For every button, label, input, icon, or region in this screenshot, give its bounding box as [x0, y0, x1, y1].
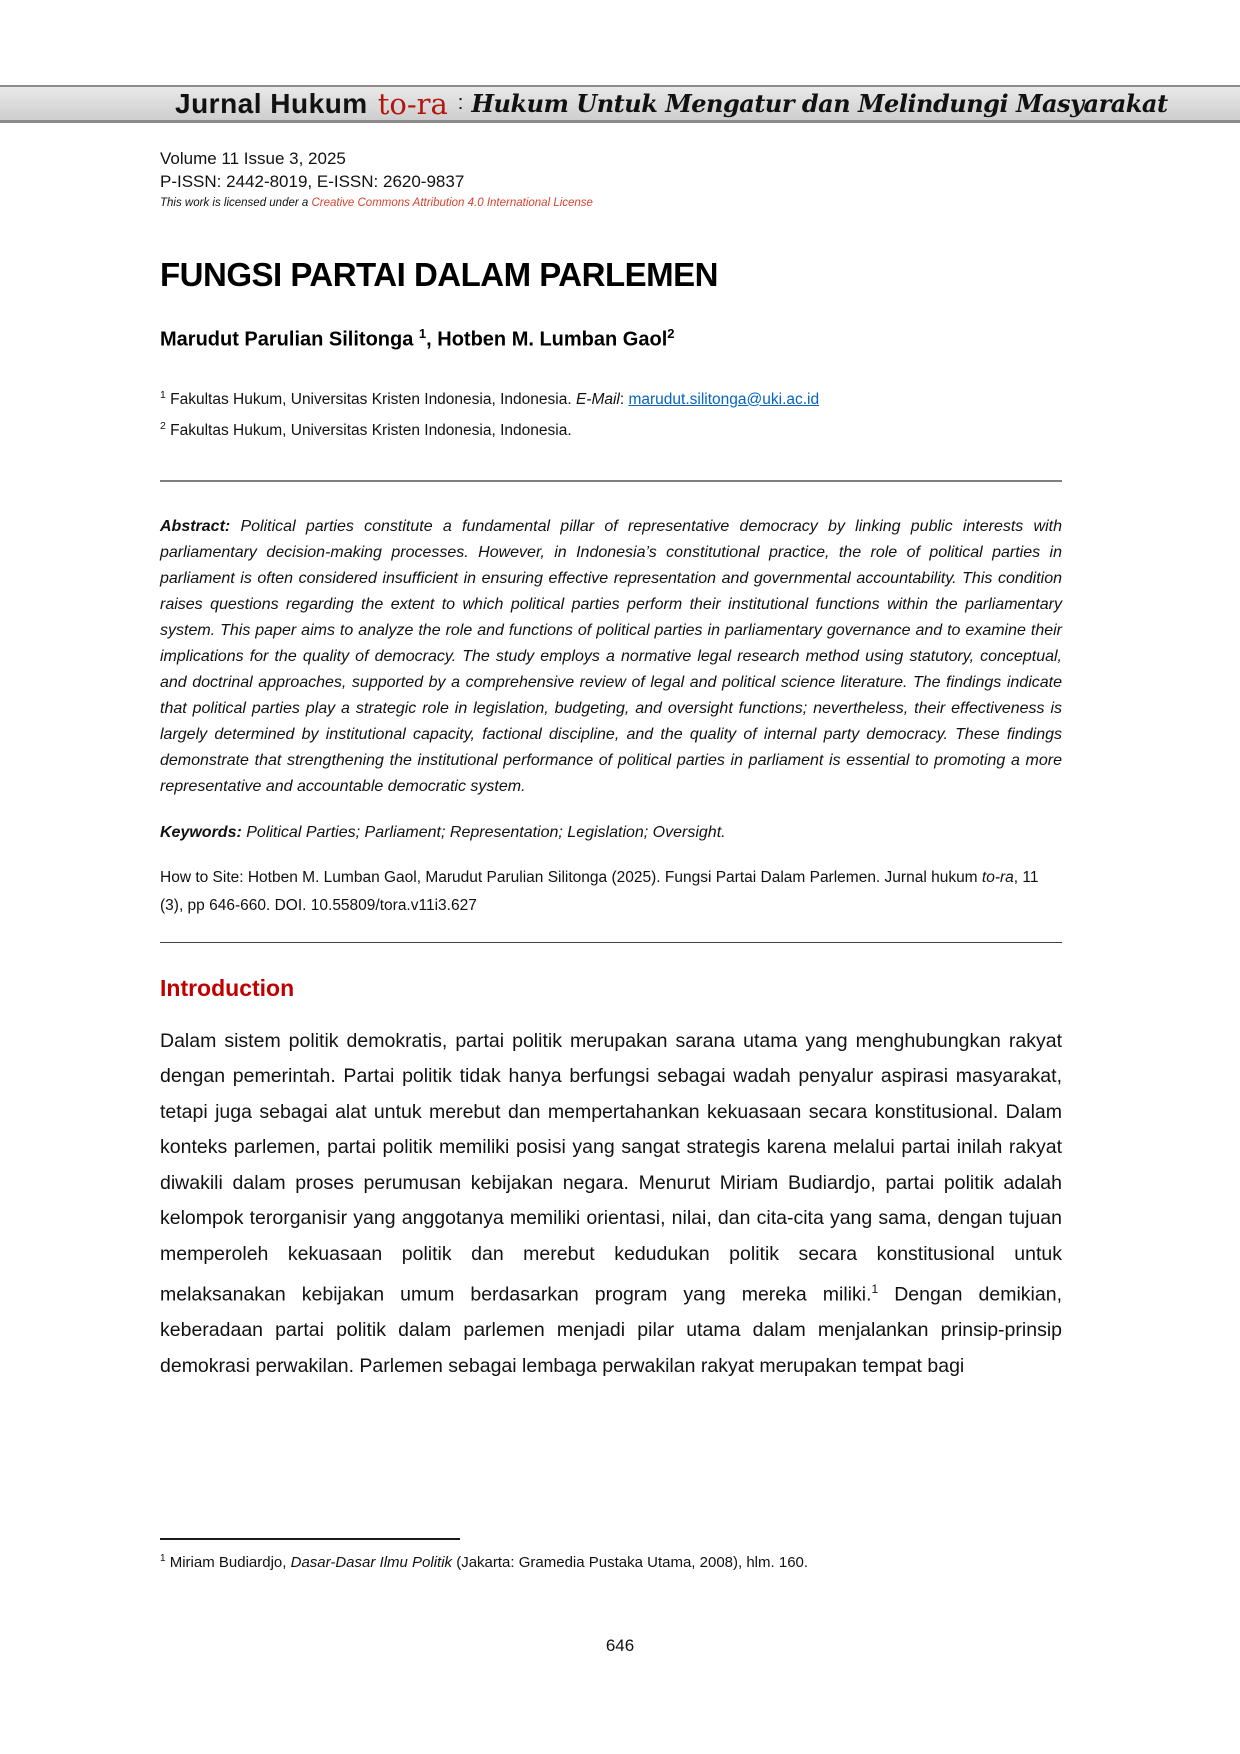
- author-line: [160, 326, 1062, 352]
- author-1: Marudut Parulian Silitonga: [160, 328, 419, 351]
- citation-journal-name: to-ra: [981, 868, 1014, 886]
- page-content: [160, 123, 1062, 1384]
- affiliation-2: [160, 413, 1062, 444]
- email-colon: :: [619, 390, 629, 408]
- footnote-reference-1: 1: [871, 1282, 879, 1297]
- abstract-text: Political parties constitute a fundamental pillar of representative democracy by linking public interests with parliamentary decision-making processes. However, in Indonesia’s constitutional practice, the role of political parties in parliament is often considered insufficient in ensuring effective representation and governmental accountability. This condition raises questions regarding the extent to which political parties perform their institutional functions within the parliamentary system. This paper aims to analyze the role and functions of political parties in parliamentary governance and to examine their implications for the quality of democracy. The study employs a normative legal research method using statutory, conceptual, and doctrinal approaches, supported by a comprehensive review of legal and political science literature. The findings indicate that political parties play a strategic role in legislation, budgeting, and oversight functions; nevertheless, their effectiveness is largely determined by institutional capacity, factional discipline, and the quality of internal party democracy. These findings demonstrate that strengthening the institutional performance of political parties in parliament is essential to promoting a more representative and accountable democratic system.: [160, 517, 1062, 795]
- license-link[interactable]: Creative Commons Attribution 4.0 International License: [311, 197, 593, 209]
- affiliation-2-number: 2: [160, 419, 166, 432]
- author-2-affiliation-ref: 2: [667, 326, 675, 341]
- affiliation-2-text: Fakultas Hukum, Universitas Kristen Indonesia, Indonesia.: [165, 421, 572, 439]
- intro-text-after-ref: Dengan demikian, keberadaan partai politik dalam parlemen menjadi pilar utama dalam menjalankan prinsip-prinsip demokrasi perwakilan. Parlemen sebagai lembaga perwakilan rakyat merupakan tempat bagi: [160, 1283, 1062, 1377]
- footnote-1: [160, 1548, 1062, 1574]
- keywords-label: Keywords:: [160, 823, 247, 841]
- journal-header-bar: [0, 85, 1240, 123]
- author-1-affiliation-ref: 1: [418, 326, 427, 341]
- article-title: FUNGSI PARTAI DALAM PARLEMEN: [160, 256, 718, 293]
- affiliations-block: [160, 382, 1062, 444]
- volume-issue-line: Volume 11 Issue 3, 2025: [160, 149, 346, 168]
- citation-divider-rule: [160, 942, 1062, 943]
- introduction-paragraph: [160, 1024, 1062, 1385]
- journal-tagline: Hukum Untuk Mengatur dan Melindungi Masyarakat: [471, 89, 1168, 118]
- journal-name-separator: :: [457, 92, 464, 114]
- footnote-block: [160, 1538, 1062, 1574]
- author-email-link[interactable]: marudut.silitonga@uki.ac.id: [628, 390, 820, 408]
- license-prefix: This work is licensed under a: [160, 197, 312, 209]
- license-line: [160, 195, 1062, 212]
- footnote-1-number: 1: [160, 1553, 166, 1564]
- how-to-cite: [160, 864, 1062, 920]
- issue-meta: [160, 147, 1062, 212]
- keywords-text: Political Parties; Parliament; Representation; Legislation; Oversight.: [246, 823, 726, 841]
- page-number: 646: [605, 1636, 635, 1655]
- abstract-paragraph: [160, 514, 1062, 800]
- affiliation-1-text: Fakultas Hukum, Universitas Kristen Indonesia, Indonesia.: [165, 390, 576, 408]
- journal-name-accent: to-ra: [377, 86, 448, 121]
- abstract-label: Abstract:: [160, 517, 241, 535]
- author-2: , Hotben M. Lumban Gaol: [426, 328, 668, 351]
- journal-name: Jurnal Hukum: [175, 87, 368, 119]
- citation-part-1: How to Site: Hotben M. Lumban Gaol, Marudut Parulian Silitonga (2025). Fungsi Partai Dalam Parlemen. Jurnal hukum: [160, 868, 982, 886]
- citation-part-2: , 11 (3), pp 646-660. DOI. 10.55809/tora.v11i3.627: [160, 868, 1039, 914]
- footnote-1-book-title: Dasar-Dasar Ilmu Politik: [290, 1554, 453, 1571]
- introduction-heading: Introduction: [160, 974, 295, 1001]
- keywords-line: [160, 824, 1062, 842]
- affiliation-1: [160, 382, 1062, 413]
- header-divider-rule: [160, 480, 1062, 482]
- email-label: E-Mail: [575, 390, 620, 408]
- affiliation-1-number: 1: [160, 388, 166, 401]
- intro-text-before-ref: Dalam sistem politik demokratis, partai politik merupakan sarana utama yang menghubungkan rakyat dengan pemerintah. Partai politik tidak hanya berfungsi sebagai wadah penyalur aspirasi masyarakat, tetapi juga sebagai alat untuk merebut dan mempertahankan kekuasaan secara konstitusional. Dalam konteks parlemen, partai politik memiliki posisi yang sangat strategis karena melalui partai inilah rakyat diwakili dalam proses perumusan kebijakan negara. Menurut Miriam Budiardjo, partai politik adalah kelompok terorganisir yang anggotanya memiliki orientasi, nilai, dan cita-cita yang sama, dengan tujuan memperoleh kekuasaan politik dan merebut kedudukan politik secara konstitusional untuk melaksanakan kebijakan umum berdasarkan program yang mereka miliki.: [160, 1029, 1062, 1306]
- footnote-1-text-end: (Jakarta: Gramedia Pustaka Utama, 2008), hlm. 160.: [452, 1554, 809, 1571]
- footnote-separator-rule: [160, 1538, 460, 1540]
- footnote-1-text: Miriam Budiardjo,: [165, 1554, 291, 1571]
- issn-line: P-ISSN: 2442-8019, E-ISSN: 2620-9837: [160, 172, 465, 191]
